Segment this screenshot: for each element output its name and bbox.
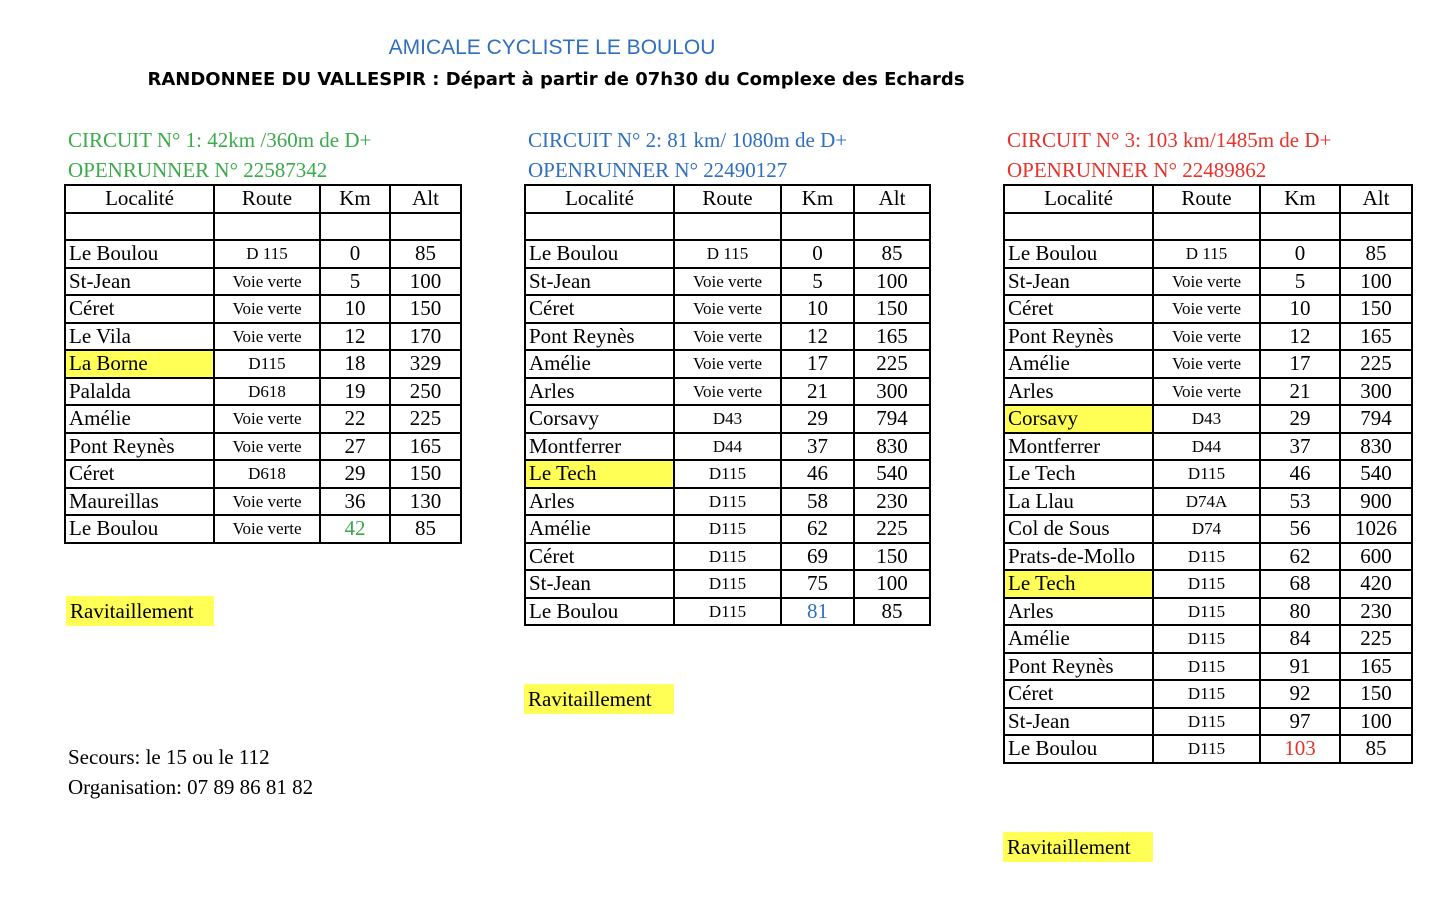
alt-cell: 85 (1340, 735, 1412, 763)
localite-cell: Céret (1004, 680, 1153, 708)
alt-cell: 794 (1340, 405, 1412, 433)
localite-cell: Amélie (1004, 625, 1153, 653)
route-cell: D115 (1153, 625, 1260, 653)
km-cell: 97 (1260, 708, 1340, 736)
column-header: Localité (1004, 185, 1153, 213)
route-cell: Voie verte (674, 378, 781, 406)
km-cell: 92 (1260, 680, 1340, 708)
localite-cell: Amélie (1004, 350, 1153, 378)
km-cell: 53 (1260, 488, 1340, 516)
circuit-2-ravitaillement-legend: Ravitaillement (524, 684, 674, 714)
km-cell: 17 (781, 350, 854, 378)
route-cell: D618 (214, 378, 320, 406)
route-cell: Voie verte (674, 295, 781, 323)
column-header: Alt (854, 185, 930, 213)
alt-cell: 150 (390, 460, 461, 488)
route-cell: Voie verte (674, 350, 781, 378)
localite-cell: Le Boulou (1004, 735, 1153, 763)
table-row (65, 323, 461, 351)
route-cell: D115 (674, 488, 781, 516)
route-cell: Voie verte (214, 433, 320, 461)
circuit-3-header: CIRCUIT N° 3: 103 km/1485m de D+ (1007, 128, 1332, 152)
alt-cell: 165 (390, 433, 461, 461)
alt-cell: 150 (854, 295, 930, 323)
route-cell: D43 (1153, 405, 1260, 433)
table-row (65, 268, 461, 296)
localite-cell: Arles (525, 488, 674, 516)
localite-cell: Arles (1004, 598, 1153, 626)
km-cell: 68 (1260, 570, 1340, 598)
km-cell: 10 (1260, 295, 1340, 323)
localite-cell: Maureillas (65, 488, 214, 516)
km-cell: 0 (781, 240, 854, 268)
table-row (525, 515, 930, 543)
table-row (1004, 350, 1412, 378)
alt-cell: 225 (854, 350, 930, 378)
circuit-2-openrunner: OPENRUNNER N° 22490127 (528, 158, 788, 182)
localite-cell: Le Tech (1004, 570, 1153, 598)
table-row (1004, 515, 1412, 543)
alt-cell: 300 (854, 378, 930, 406)
route-cell: Voie verte (674, 323, 781, 351)
localite-cell: Céret (525, 543, 674, 571)
alt-cell: 600 (1340, 543, 1412, 571)
empty-cell (1004, 213, 1153, 241)
column-header: Route (1153, 185, 1260, 213)
alt-cell: 540 (854, 460, 930, 488)
route-cell: D115 (1153, 735, 1260, 763)
alt-cell: 225 (854, 515, 930, 543)
secours-note: Secours: le 15 ou le 112 (68, 745, 270, 769)
table-header-row (65, 185, 461, 213)
localite-cell: Le Boulou (1004, 240, 1153, 268)
localite-cell: Pont Reynès (65, 433, 214, 461)
column-header: Km (781, 185, 854, 213)
km-cell: 12 (781, 323, 854, 351)
localite-cell: Le Boulou (65, 240, 214, 268)
route-cell: D115 (674, 570, 781, 598)
km-cell: 42 (320, 515, 390, 543)
alt-cell: 830 (1340, 433, 1412, 461)
event-subtitle: RANDONNEE DU VALLESPIR : Départ à partir de 07h30 du Complexe des Echards (147, 69, 965, 90)
localite-cell: Prats-de-Mollo (1004, 543, 1153, 571)
alt-cell: 300 (1340, 378, 1412, 406)
table-row (1004, 625, 1412, 653)
column-header: Localité (525, 185, 674, 213)
km-cell: 91 (1260, 653, 1340, 681)
table-row (525, 268, 930, 296)
empty-cell (1340, 213, 1412, 241)
km-cell: 5 (320, 268, 390, 296)
route-cell: D115 (1153, 460, 1260, 488)
empty-cell (320, 213, 390, 241)
table-row (65, 433, 461, 461)
km-cell: 56 (1260, 515, 1340, 543)
column-header: Alt (1340, 185, 1412, 213)
route-cell: Voie verte (1153, 323, 1260, 351)
route-cell: Voie verte (1153, 350, 1260, 378)
empty-cell (525, 213, 674, 241)
alt-cell: 100 (854, 570, 930, 598)
route-cell: D115 (214, 350, 320, 378)
column-header: Km (1260, 185, 1340, 213)
km-cell: 0 (1260, 240, 1340, 268)
localite-cell: St-Jean (65, 268, 214, 296)
km-cell: 12 (1260, 323, 1340, 351)
alt-cell: 794 (854, 405, 930, 433)
route-cell: D 115 (1153, 240, 1260, 268)
table-row (525, 543, 930, 571)
table-row (1004, 653, 1412, 681)
circuit-1-ravitaillement-legend: Ravitaillement (66, 596, 214, 626)
km-cell: 103 (1260, 735, 1340, 763)
alt-cell: 85 (854, 598, 930, 626)
route-cell: Voie verte (1153, 295, 1260, 323)
km-cell: 69 (781, 543, 854, 571)
circuit-1-header: CIRCUIT N° 1: 42km /360m de D+ (68, 128, 372, 152)
km-cell: 12 (320, 323, 390, 351)
km-cell: 62 (781, 515, 854, 543)
km-cell: 84 (1260, 625, 1340, 653)
alt-cell: 150 (390, 295, 461, 323)
km-cell: 21 (781, 378, 854, 406)
route-cell: D115 (1153, 543, 1260, 571)
route-cell: Voie verte (214, 323, 320, 351)
alt-cell: 100 (390, 268, 461, 296)
empty-cell (214, 213, 320, 241)
localite-cell: St-Jean (1004, 268, 1153, 296)
alt-cell: 165 (1340, 653, 1412, 681)
table-row (1004, 240, 1412, 268)
km-cell: 29 (320, 460, 390, 488)
column-header: Route (674, 185, 781, 213)
alt-cell: 100 (1340, 708, 1412, 736)
empty-cell (781, 213, 854, 241)
localite-cell: Arles (525, 378, 674, 406)
alt-cell: 230 (854, 488, 930, 516)
alt-cell: 85 (854, 240, 930, 268)
localite-cell: Amélie (525, 350, 674, 378)
table-row (1004, 543, 1412, 571)
route-cell: D115 (674, 543, 781, 571)
table-row (525, 570, 930, 598)
localite-cell: Col de Sous (1004, 515, 1153, 543)
circuit-3-ravitaillement-legend: Ravitaillement (1003, 832, 1153, 862)
table-row (1004, 433, 1412, 461)
alt-cell: 165 (1340, 323, 1412, 351)
table-row (65, 460, 461, 488)
table-row (525, 598, 930, 626)
localite-cell: Le Boulou (65, 515, 214, 543)
localite-cell: Pont Reynès (1004, 653, 1153, 681)
blank-row (525, 213, 930, 241)
column-header: Route (214, 185, 320, 213)
km-cell: 22 (320, 405, 390, 433)
localite-cell: Le Boulou (525, 598, 674, 626)
alt-cell: 165 (854, 323, 930, 351)
localite-cell: St-Jean (525, 268, 674, 296)
localite-cell: Palalda (65, 378, 214, 406)
table-row (525, 488, 930, 516)
alt-cell: 170 (390, 323, 461, 351)
route-cell: D115 (1153, 570, 1260, 598)
route-cell: D74A (1153, 488, 1260, 516)
km-cell: 37 (1260, 433, 1340, 461)
localite-cell: Pont Reynès (525, 323, 674, 351)
alt-cell: 150 (1340, 680, 1412, 708)
route-cell: D74 (1153, 515, 1260, 543)
table-row (525, 240, 930, 268)
table-row (525, 350, 930, 378)
alt-cell: 85 (390, 240, 461, 268)
table-row (65, 295, 461, 323)
alt-cell: 130 (390, 488, 461, 516)
route-cell: D44 (674, 433, 781, 461)
table-row (65, 488, 461, 516)
alt-cell: 150 (1340, 295, 1412, 323)
localite-cell: Céret (525, 295, 674, 323)
table-row (525, 405, 930, 433)
route-cell: Voie verte (214, 405, 320, 433)
alt-cell: 85 (390, 515, 461, 543)
route-cell: D43 (674, 405, 781, 433)
alt-cell: 540 (1340, 460, 1412, 488)
km-cell: 0 (320, 240, 390, 268)
table-row (525, 295, 930, 323)
km-cell: 62 (1260, 543, 1340, 571)
localite-cell: St-Jean (525, 570, 674, 598)
alt-cell: 250 (390, 378, 461, 406)
empty-cell (854, 213, 930, 241)
table-row (65, 240, 461, 268)
alt-cell: 225 (390, 405, 461, 433)
localite-cell: Le Boulou (525, 240, 674, 268)
route-cell: Voie verte (214, 268, 320, 296)
table-row (1004, 295, 1412, 323)
organisation-note: Organisation: 07 89 86 81 82 (68, 775, 314, 799)
table-row (1004, 323, 1412, 351)
alt-cell: 100 (1340, 268, 1412, 296)
table-row (1004, 598, 1412, 626)
km-cell: 10 (320, 295, 390, 323)
table-row (1004, 460, 1412, 488)
alt-cell: 329 (390, 350, 461, 378)
table-row (525, 323, 930, 351)
km-cell: 36 (320, 488, 390, 516)
table-row (65, 515, 461, 543)
localite-cell: Montferrer (525, 433, 674, 461)
alt-cell: 225 (1340, 625, 1412, 653)
alt-cell: 230 (1340, 598, 1412, 626)
alt-cell: 830 (854, 433, 930, 461)
route-cell: D115 (674, 515, 781, 543)
localite-cell: Céret (65, 295, 214, 323)
route-cell: D115 (1153, 708, 1260, 736)
km-cell: 29 (781, 405, 854, 433)
km-cell: 46 (781, 460, 854, 488)
km-cell: 27 (320, 433, 390, 461)
column-header: Km (320, 185, 390, 213)
route-cell: D115 (1153, 598, 1260, 626)
localite-cell: La Borne (65, 350, 214, 378)
empty-cell (1260, 213, 1340, 241)
circuit-2-table (524, 184, 931, 626)
km-cell: 19 (320, 378, 390, 406)
alt-cell: 225 (1340, 350, 1412, 378)
localite-cell: Le Vila (65, 323, 214, 351)
km-cell: 21 (1260, 378, 1340, 406)
localite-cell: Le Tech (525, 460, 674, 488)
club-title: AMICALE CYCLISTE LE BOULOU (388, 36, 716, 59)
km-cell: 5 (1260, 268, 1340, 296)
table-row (1004, 488, 1412, 516)
table-row (1004, 405, 1412, 433)
empty-cell (674, 213, 781, 241)
table-header-row (1004, 185, 1412, 213)
km-cell: 10 (781, 295, 854, 323)
route-cell: Voie verte (674, 268, 781, 296)
localite-cell: Amélie (65, 405, 214, 433)
km-cell: 5 (781, 268, 854, 296)
column-header: Localité (65, 185, 214, 213)
empty-cell (65, 213, 214, 241)
localite-cell: La Llau (1004, 488, 1153, 516)
route-cell: D44 (1153, 433, 1260, 461)
empty-cell (390, 213, 461, 241)
table-row (525, 460, 930, 488)
empty-cell (1153, 213, 1260, 241)
alt-cell: 900 (1340, 488, 1412, 516)
table-header-row (525, 185, 930, 213)
table-row (525, 433, 930, 461)
route-cell: D618 (214, 460, 320, 488)
table-row (65, 405, 461, 433)
localite-cell: Céret (65, 460, 214, 488)
localite-cell: Le Tech (1004, 460, 1153, 488)
route-cell: Voie verte (1153, 268, 1260, 296)
circuit-3-table (1003, 184, 1413, 764)
localite-cell: Amélie (525, 515, 674, 543)
route-cell: Voie verte (214, 488, 320, 516)
localite-cell: Corsavy (525, 405, 674, 433)
km-cell: 18 (320, 350, 390, 378)
localite-cell: St-Jean (1004, 708, 1153, 736)
route-cell: D115 (1153, 680, 1260, 708)
alt-cell: 85 (1340, 240, 1412, 268)
table-row (1004, 378, 1412, 406)
alt-cell: 420 (1340, 570, 1412, 598)
table-row (1004, 680, 1412, 708)
route-cell: D115 (1153, 653, 1260, 681)
table-row (65, 378, 461, 406)
km-cell: 58 (781, 488, 854, 516)
table-row (1004, 570, 1412, 598)
blank-row (65, 213, 461, 241)
route-cell: Voie verte (214, 515, 320, 543)
localite-cell: Arles (1004, 378, 1153, 406)
localite-cell: Pont Reynès (1004, 323, 1153, 351)
alt-cell: 100 (854, 268, 930, 296)
blank-row (1004, 213, 1412, 241)
km-cell: 46 (1260, 460, 1340, 488)
route-cell: D115 (674, 460, 781, 488)
alt-cell: 1026 (1340, 515, 1412, 543)
route-cell: Voie verte (214, 295, 320, 323)
km-cell: 29 (1260, 405, 1340, 433)
km-cell: 75 (781, 570, 854, 598)
alt-cell: 150 (854, 543, 930, 571)
route-cell: D 115 (214, 240, 320, 268)
column-header: Alt (390, 185, 461, 213)
localite-cell: Montferrer (1004, 433, 1153, 461)
km-cell: 37 (781, 433, 854, 461)
table-row (65, 350, 461, 378)
table-row (1004, 735, 1412, 763)
km-cell: 17 (1260, 350, 1340, 378)
route-cell: Voie verte (1153, 378, 1260, 406)
km-cell: 81 (781, 598, 854, 626)
km-cell: 80 (1260, 598, 1340, 626)
table-row (1004, 268, 1412, 296)
table-row (1004, 708, 1412, 736)
circuit-3-openrunner: OPENRUNNER N° 22489862 (1007, 158, 1267, 182)
route-cell: D 115 (674, 240, 781, 268)
table-row (525, 378, 930, 406)
route-cell: D115 (674, 598, 781, 626)
circuit-2-header: CIRCUIT N° 2: 81 km/ 1080m de D+ (528, 128, 848, 152)
localite-cell: Corsavy (1004, 405, 1153, 433)
circuit-1-openrunner: OPENRUNNER N° 22587342 (68, 158, 328, 182)
localite-cell: Céret (1004, 295, 1153, 323)
circuit-1-table (64, 184, 462, 544)
